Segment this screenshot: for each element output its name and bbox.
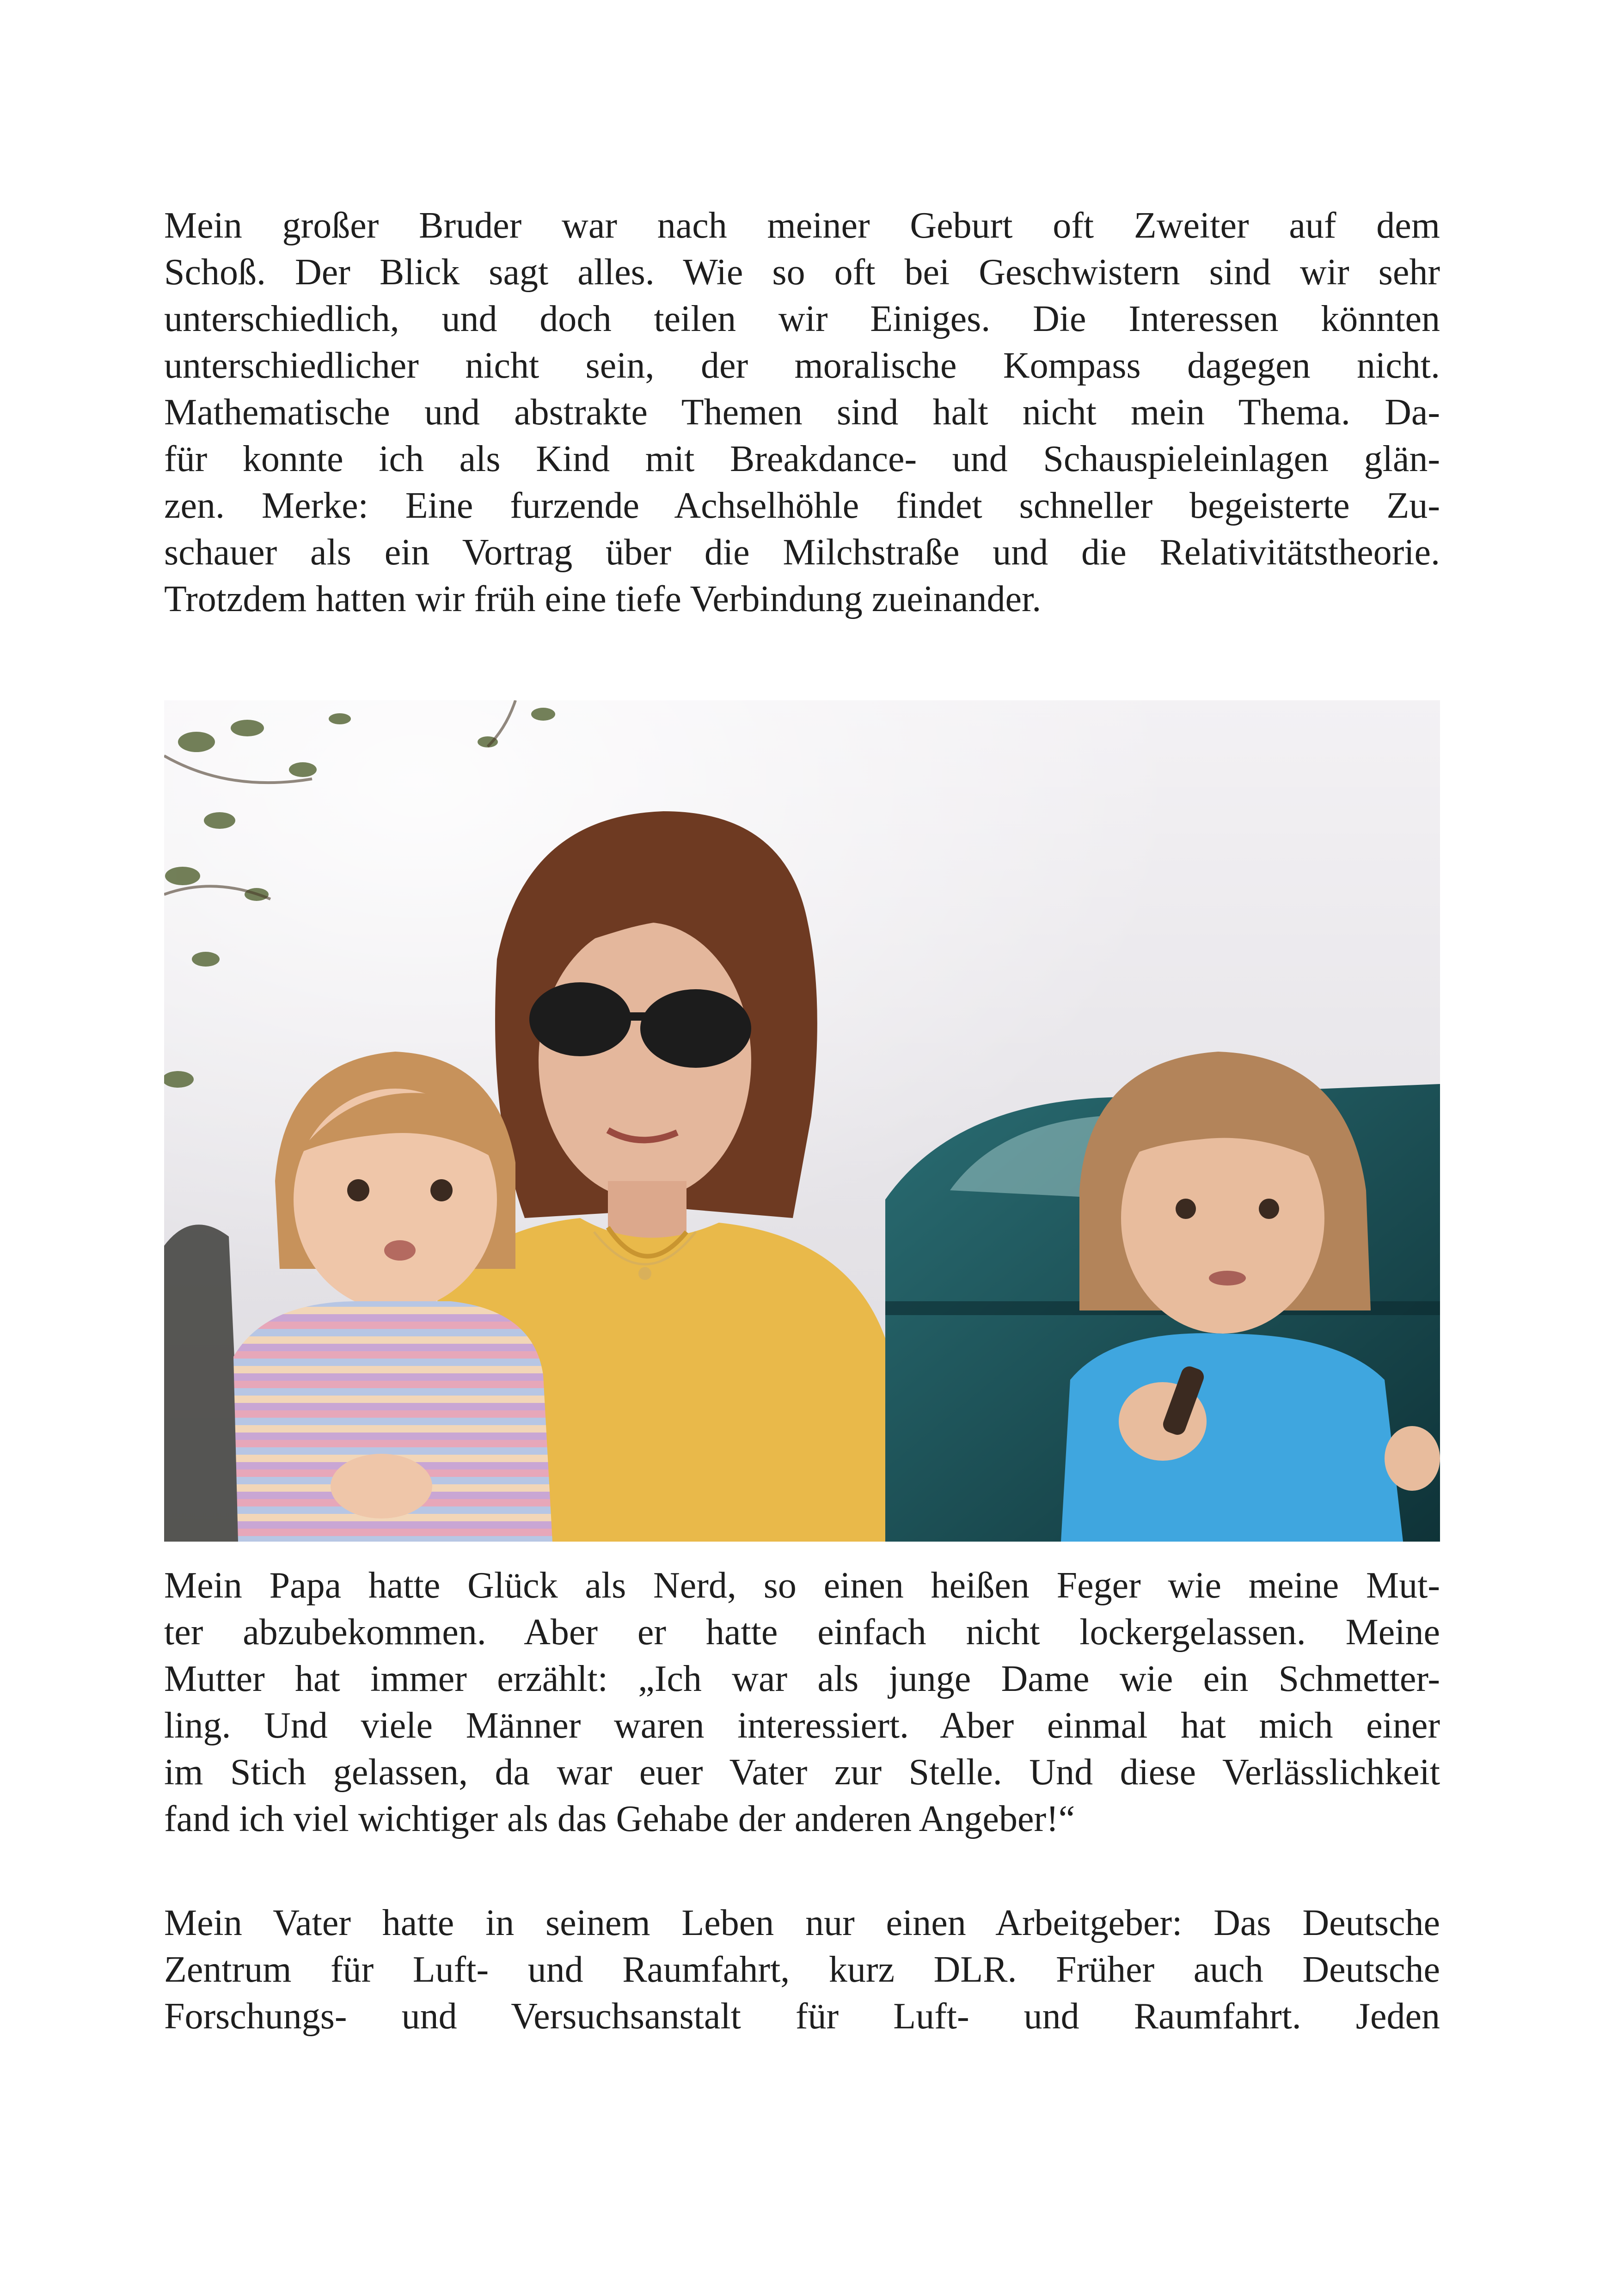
text-line: Schoß. Der Blick sagt alles. Wie so oft bei Geschwistern sind wir sehr [164, 252, 1440, 293]
text-line: schauer als ein Vortrag über die Milchstraße und die Relativitätstheorie. [164, 532, 1440, 573]
paragraph-parents [164, 1562, 1440, 1843]
text-line: Mein Vater hatte in seinem Leben nur einen Arbeitgeber: Das Deutsche [164, 1903, 1440, 1943]
text-line: zen. Merke: Eine furzende Achselhöhle findet schneller begeisterte Zu- [164, 485, 1440, 526]
text-line: im Stich gelassen, da war euer Vater zur Stelle. Und diese Verlässlichkeit [164, 1752, 1440, 1793]
text-line: Trotzdem hatten wir früh eine tiefe Verbindung zueinander. [164, 579, 1042, 619]
family-photo-icon [164, 700, 1440, 1542]
text-line: unterschiedlich, und doch teilen wir Einiges. Die Interessen könnten [164, 299, 1440, 339]
text-line: unterschiedlicher nicht sein, der moralische Kompass dagegen nicht. [164, 345, 1440, 386]
text-line: fand ich viel wichtiger als das Gehabe der anderen Angeber!“ [164, 1799, 1075, 1839]
text-line: Zentrum für Luft- und Raumfahrt, kurz DLR. Früher auch Deutsche [164, 1949, 1440, 1990]
text-line: Mein Papa hatte Glück als Nerd, so einen heißen Feger wie meine Mut- [164, 1565, 1440, 1606]
text-line: ling. Und viele Männer waren interessiert. Aber einmal hat mich einer [164, 1705, 1440, 1746]
text-line: Forschungs- und Versuchsanstalt für Luft- und Raumfahrt. Jeden [164, 1996, 1440, 2037]
text-line: Mathematische und abstrakte Themen sind halt nicht mein Thema. Da- [164, 392, 1440, 433]
text-line: Mutter hat immer erzählt: „Ich war als junge Dame wie ein Schmetter- [164, 1659, 1440, 1699]
text-line: für konnte ich als Kind mit Breakdance- und Schauspieleinlagen glän- [164, 439, 1440, 479]
paragraph-father-employer [164, 1900, 1440, 2040]
family-photo [164, 700, 1440, 1542]
text-line: Mein großer Bruder war nach meiner Geburt oft Zweiter auf dem [164, 205, 1440, 246]
text-line: ter abzubekommen. Aber er hatte einfach nicht lockergelassen. Meine [164, 1612, 1440, 1653]
paragraph-siblings [164, 202, 1440, 623]
